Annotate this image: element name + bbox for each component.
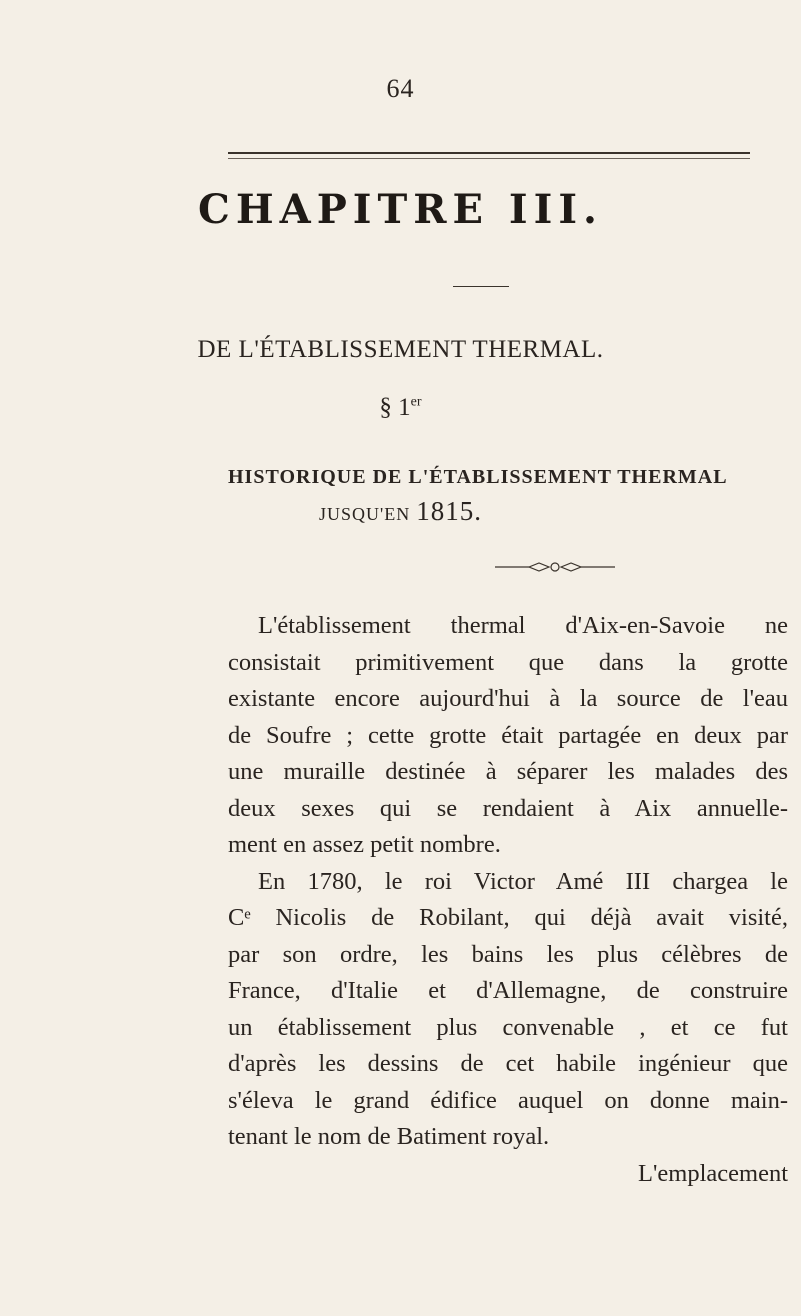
- text-line: tenant le nom de Batiment royal.: [228, 1123, 550, 1150]
- text-line: L'établissement thermal d'Aix-en-Savoie ne: [258, 612, 788, 639]
- ornament-divider-icon: [495, 560, 615, 574]
- subtitle-line-2: [0, 496, 801, 527]
- text-line: deux sexes qui se rendaient à Aix annuelle-: [228, 794, 788, 822]
- text-line: consistait primitivement que dans la grotte: [228, 648, 788, 676]
- paragraph-mark-text: § 1: [379, 394, 411, 421]
- paragraph-mark: [0, 394, 801, 422]
- text-line: existante encore aujourd'hui à la source de l'eau: [228, 685, 788, 712]
- top-rule-thin: [228, 158, 750, 159]
- text-line: En 1780, le roi Victor Amé III chargea le: [258, 867, 788, 895]
- text-line: ment en assez petit nombre.: [228, 831, 501, 858]
- section-title: DE L'ÉTABLISSEMENT THERMAL.: [197, 336, 604, 363]
- top-rule: [228, 152, 750, 154]
- text-line: un établissement plus convenable , et ce fut: [228, 1013, 788, 1041]
- chapter-heading: CHAPITRE III.: [198, 186, 603, 233]
- text-line: s'éleva le grand édifice auquel on donne main-: [228, 1086, 788, 1114]
- text-line: d'après les dessins de cet habile ingénieur que: [228, 1050, 788, 1077]
- text-line: une muraille destinée à séparer les malades des: [228, 758, 788, 785]
- subtitle-line-1: HISTORIQUE DE L'ÉTABLISSEMENT THERMAL: [228, 466, 728, 488]
- subtitle-year: 1815.: [416, 496, 482, 526]
- text-line: Cᵉ Nicolis de Robilant, qui déjà avait visité,: [228, 904, 788, 931]
- paragraph-mark-sup: er: [410, 394, 422, 410]
- short-rule: [453, 286, 509, 287]
- page-number: 64: [386, 74, 415, 103]
- text-line: de Soufre ; cette grotte était partagée en deux par: [228, 721, 788, 749]
- subtitle-prefix: JUSQU'EN: [319, 504, 411, 524]
- text-line: France, d'Italie et d'Allemagne, de construire: [228, 977, 788, 1004]
- catchword: L'emplacement: [638, 1159, 788, 1187]
- text-line: par son ordre, les bains les plus célèbres de: [228, 940, 788, 968]
- body-text: [228, 608, 788, 1192]
